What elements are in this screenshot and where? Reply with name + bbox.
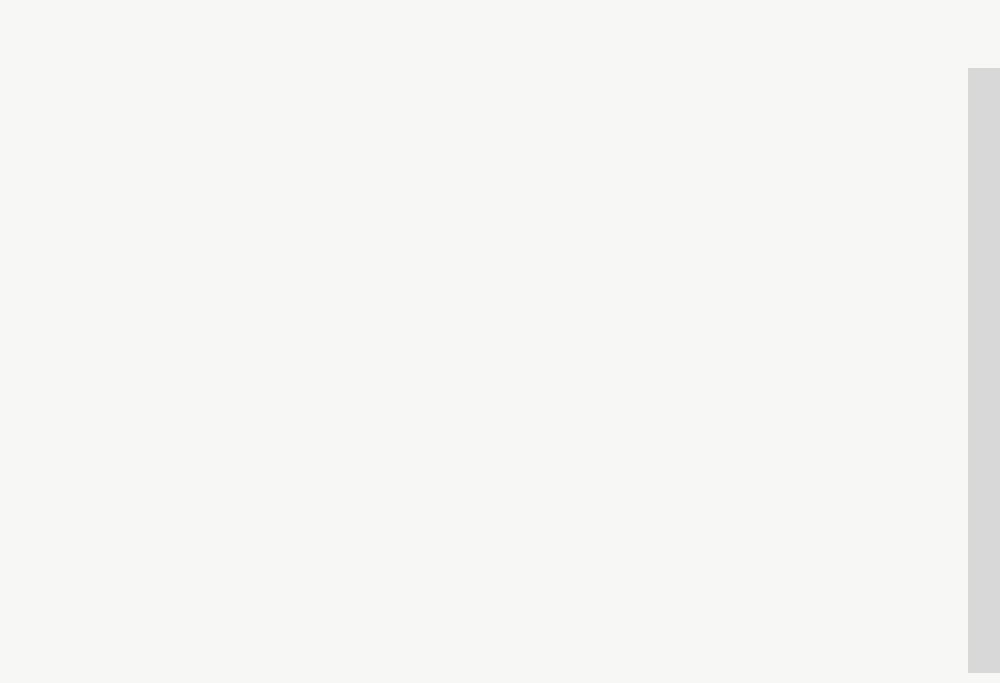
census-table (28, 68, 1000, 673)
column-headers (28, 68, 1000, 136)
left-margin (0, 68, 28, 673)
table-gridlines (28, 68, 1000, 673)
